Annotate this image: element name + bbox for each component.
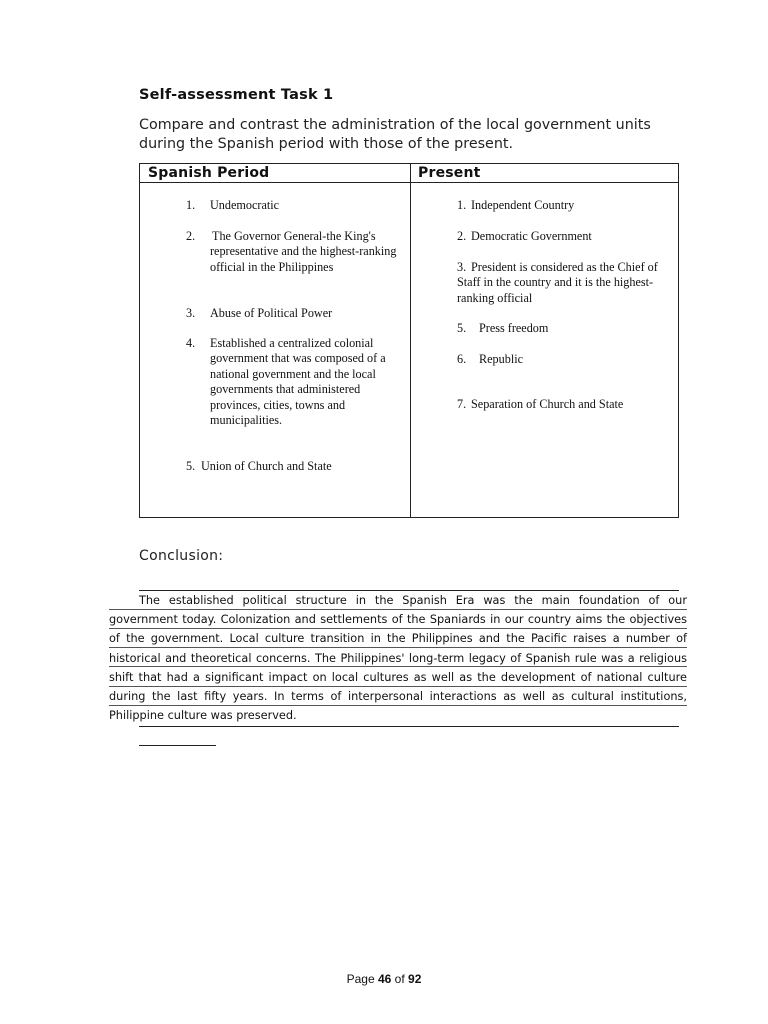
page-word: Page	[346, 972, 375, 986]
answer-line	[139, 726, 679, 727]
item-text: The Governor General-the King's representative and the highest-ranking official in the Philippines	[210, 229, 397, 274]
conclusion-answer: The established political structure in the Spanish Era was the main foundation of our government today. Colonization and settlements of the Spaniards in our country aims the objectives of the government. Local culture transition in the Philippines and the Pacific raises a number of historical and theoretical concerns. The Philippines' long-term legacy of Spanish rule was a religious shift that had a significant impact on local cultures as well as the development of national culture during the last fifty years. In terms of interpersonal interactions as well as cultural institutions, Philippine culture was preserved.	[109, 594, 687, 723]
task-instruction: Compare and contrast the administration of the local government units during the Spanish period with those of the present.	[139, 117, 651, 152]
item-text: Press freedom	[479, 321, 549, 335]
comparison-table	[139, 163, 679, 518]
item-number: 2.	[186, 229, 196, 243]
item-number: 1.	[186, 198, 196, 212]
item-number: 5.	[457, 321, 467, 335]
item-text: Undemocratic	[210, 198, 280, 212]
page-footer	[0, 972, 768, 986]
item-text: Established a centralized colonial government that was composed of a national government and the local governments that administered provinces, cities, towns and municipalities.	[210, 336, 386, 428]
item-text: Democratic Government	[471, 229, 592, 243]
item-number: 7.	[457, 397, 467, 411]
item-number: 1.	[457, 198, 467, 212]
spanish-column	[140, 164, 410, 519]
conclusion-label: Conclusion:	[139, 548, 224, 564]
task-heading: Self-assessment Task 1	[139, 87, 334, 103]
item-number: 3.	[457, 260, 467, 274]
item-text: Independent Country	[471, 198, 575, 212]
of-word: of	[394, 972, 405, 986]
item-number: 6.	[457, 352, 467, 366]
item-text: Separation of Church and State	[471, 397, 624, 411]
present-column	[411, 164, 679, 519]
item-text: Union of Church and State	[201, 459, 332, 473]
answer-line	[139, 745, 216, 746]
header-spanish-period: Spanish Period	[148, 165, 270, 181]
page-number: 46	[377, 972, 392, 986]
item-number: 4.	[186, 336, 196, 350]
item-number: 2.	[457, 229, 467, 243]
item-number: 5.	[186, 459, 196, 473]
item-text: President is considered as the Chief of Staff in the country and it is the highest-ranking official	[457, 260, 658, 305]
item-text: Abuse of Political Power	[210, 306, 333, 320]
item-text: Republic	[479, 352, 524, 366]
page-total: 92	[408, 972, 422, 986]
header-present: Present	[418, 165, 481, 181]
item-number: 3.	[186, 306, 196, 320]
